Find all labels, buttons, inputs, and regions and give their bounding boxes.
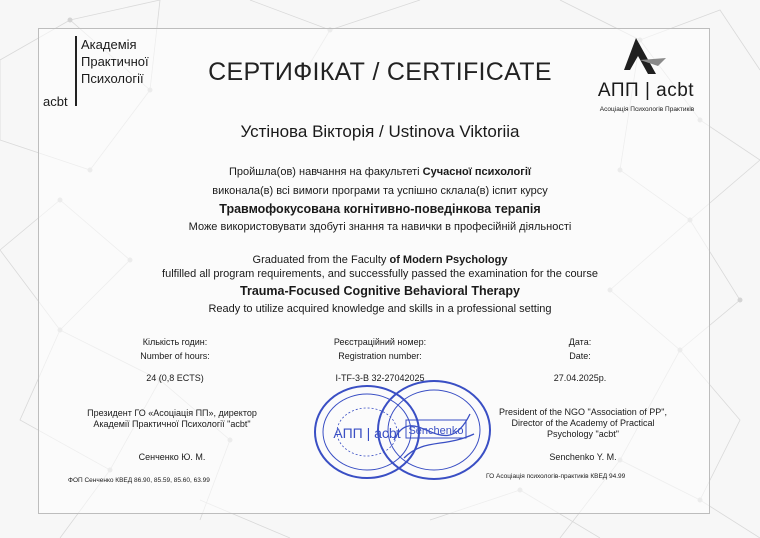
en-course-name: Trauma-Focused Cognitive Behavioral Therapy — [240, 284, 520, 298]
reg-label-en: Registration number: — [338, 351, 422, 361]
uk-skills-line: Може використовувати здобуті знання та навички в професійній діяльності — [188, 221, 572, 233]
hours-label-en: Number of hours: — [140, 351, 210, 361]
right-signatory-title — [488, 407, 678, 440]
reg-label-uk: Реєстраційний номер: — [333, 337, 427, 347]
footer-right: ГО Асоціація психологів-практиків КВЕД 94.99 — [486, 473, 626, 480]
signatory-title-line: Академії Практичної Психології "acbt" — [93, 419, 251, 429]
left-signatory-title — [62, 408, 282, 430]
triangle-logo-icon — [622, 36, 672, 76]
hours-label-uk: Кількість годин: — [142, 337, 208, 347]
date-label-uk: Дата: — [568, 337, 592, 347]
footer-left: ФОП Сенченко КВЕД 86.90, 85.59, 85.60, 63.99 — [68, 477, 210, 484]
uk-faculty-name: Сучасної психології — [422, 166, 531, 178]
en-faculty-name: of Modern Psychology — [389, 254, 508, 266]
association-logo — [590, 36, 720, 118]
uk-faculty-prefix: Пройшла(ов) навчання на факультеті — [229, 166, 423, 178]
logo-subtitle: Асоціація Психологів Практиків — [599, 106, 695, 113]
logo-name-line: Практичної — [81, 54, 149, 69]
signature-stamp — [374, 378, 494, 482]
left-signatory-name: Сенченко Ю. М. — [138, 452, 206, 462]
signatory-title-line: Psychology "acbt" — [547, 429, 619, 439]
certificate-title: СЕРТИФІКАТ / CERTIFICATE — [208, 58, 552, 86]
uk-requirements-line: виконала(в) всі вимоги програми та успішно склала(в) іспит курсу — [212, 185, 548, 197]
uk-course-name: Травмофокусована когнітивно-поведінкова терапія — [219, 202, 541, 216]
signature-stamp-text: Senchenko — [408, 425, 464, 437]
hours-value: 24 (0,8 ECTS) — [146, 373, 204, 383]
logo-abbr: acbt — [43, 94, 68, 109]
date-value: 27.04.2025р. — [553, 373, 607, 383]
en-faculty-line — [0, 254, 760, 266]
date-label-en: Date: — [569, 351, 591, 361]
signatory-title-line: President of the NGO "Association of PP", — [499, 407, 667, 417]
signatory-title-line: Director of the Academy of Practical — [511, 418, 655, 428]
logo-name-line: Психології — [81, 71, 144, 86]
logo-abbr-right: АПП | acbt — [597, 80, 695, 101]
right-signatory-name: Senchenko Y. M. — [549, 452, 617, 462]
uk-faculty-line — [0, 166, 760, 178]
reg-value: I-TF-3-B 32-27042025 — [335, 373, 425, 383]
logo-name-line: Академія — [81, 37, 137, 52]
signatory-title-line: Президент ГО «Асоціація ПП», директор — [87, 408, 257, 418]
en-requirements-line: fulfilled all program requirements, and successfully passed the examination for the course — [162, 268, 598, 280]
recipient-name: Устінова Вікторія / Ustinova Viktoriia — [240, 122, 520, 141]
stamp-center-text: АПП | acbt — [333, 425, 401, 441]
en-faculty-prefix: Graduated from the Faculty — [252, 254, 390, 266]
en-skills-line: Ready to utilize acquired knowledge and skills in a professional setting — [208, 303, 552, 315]
